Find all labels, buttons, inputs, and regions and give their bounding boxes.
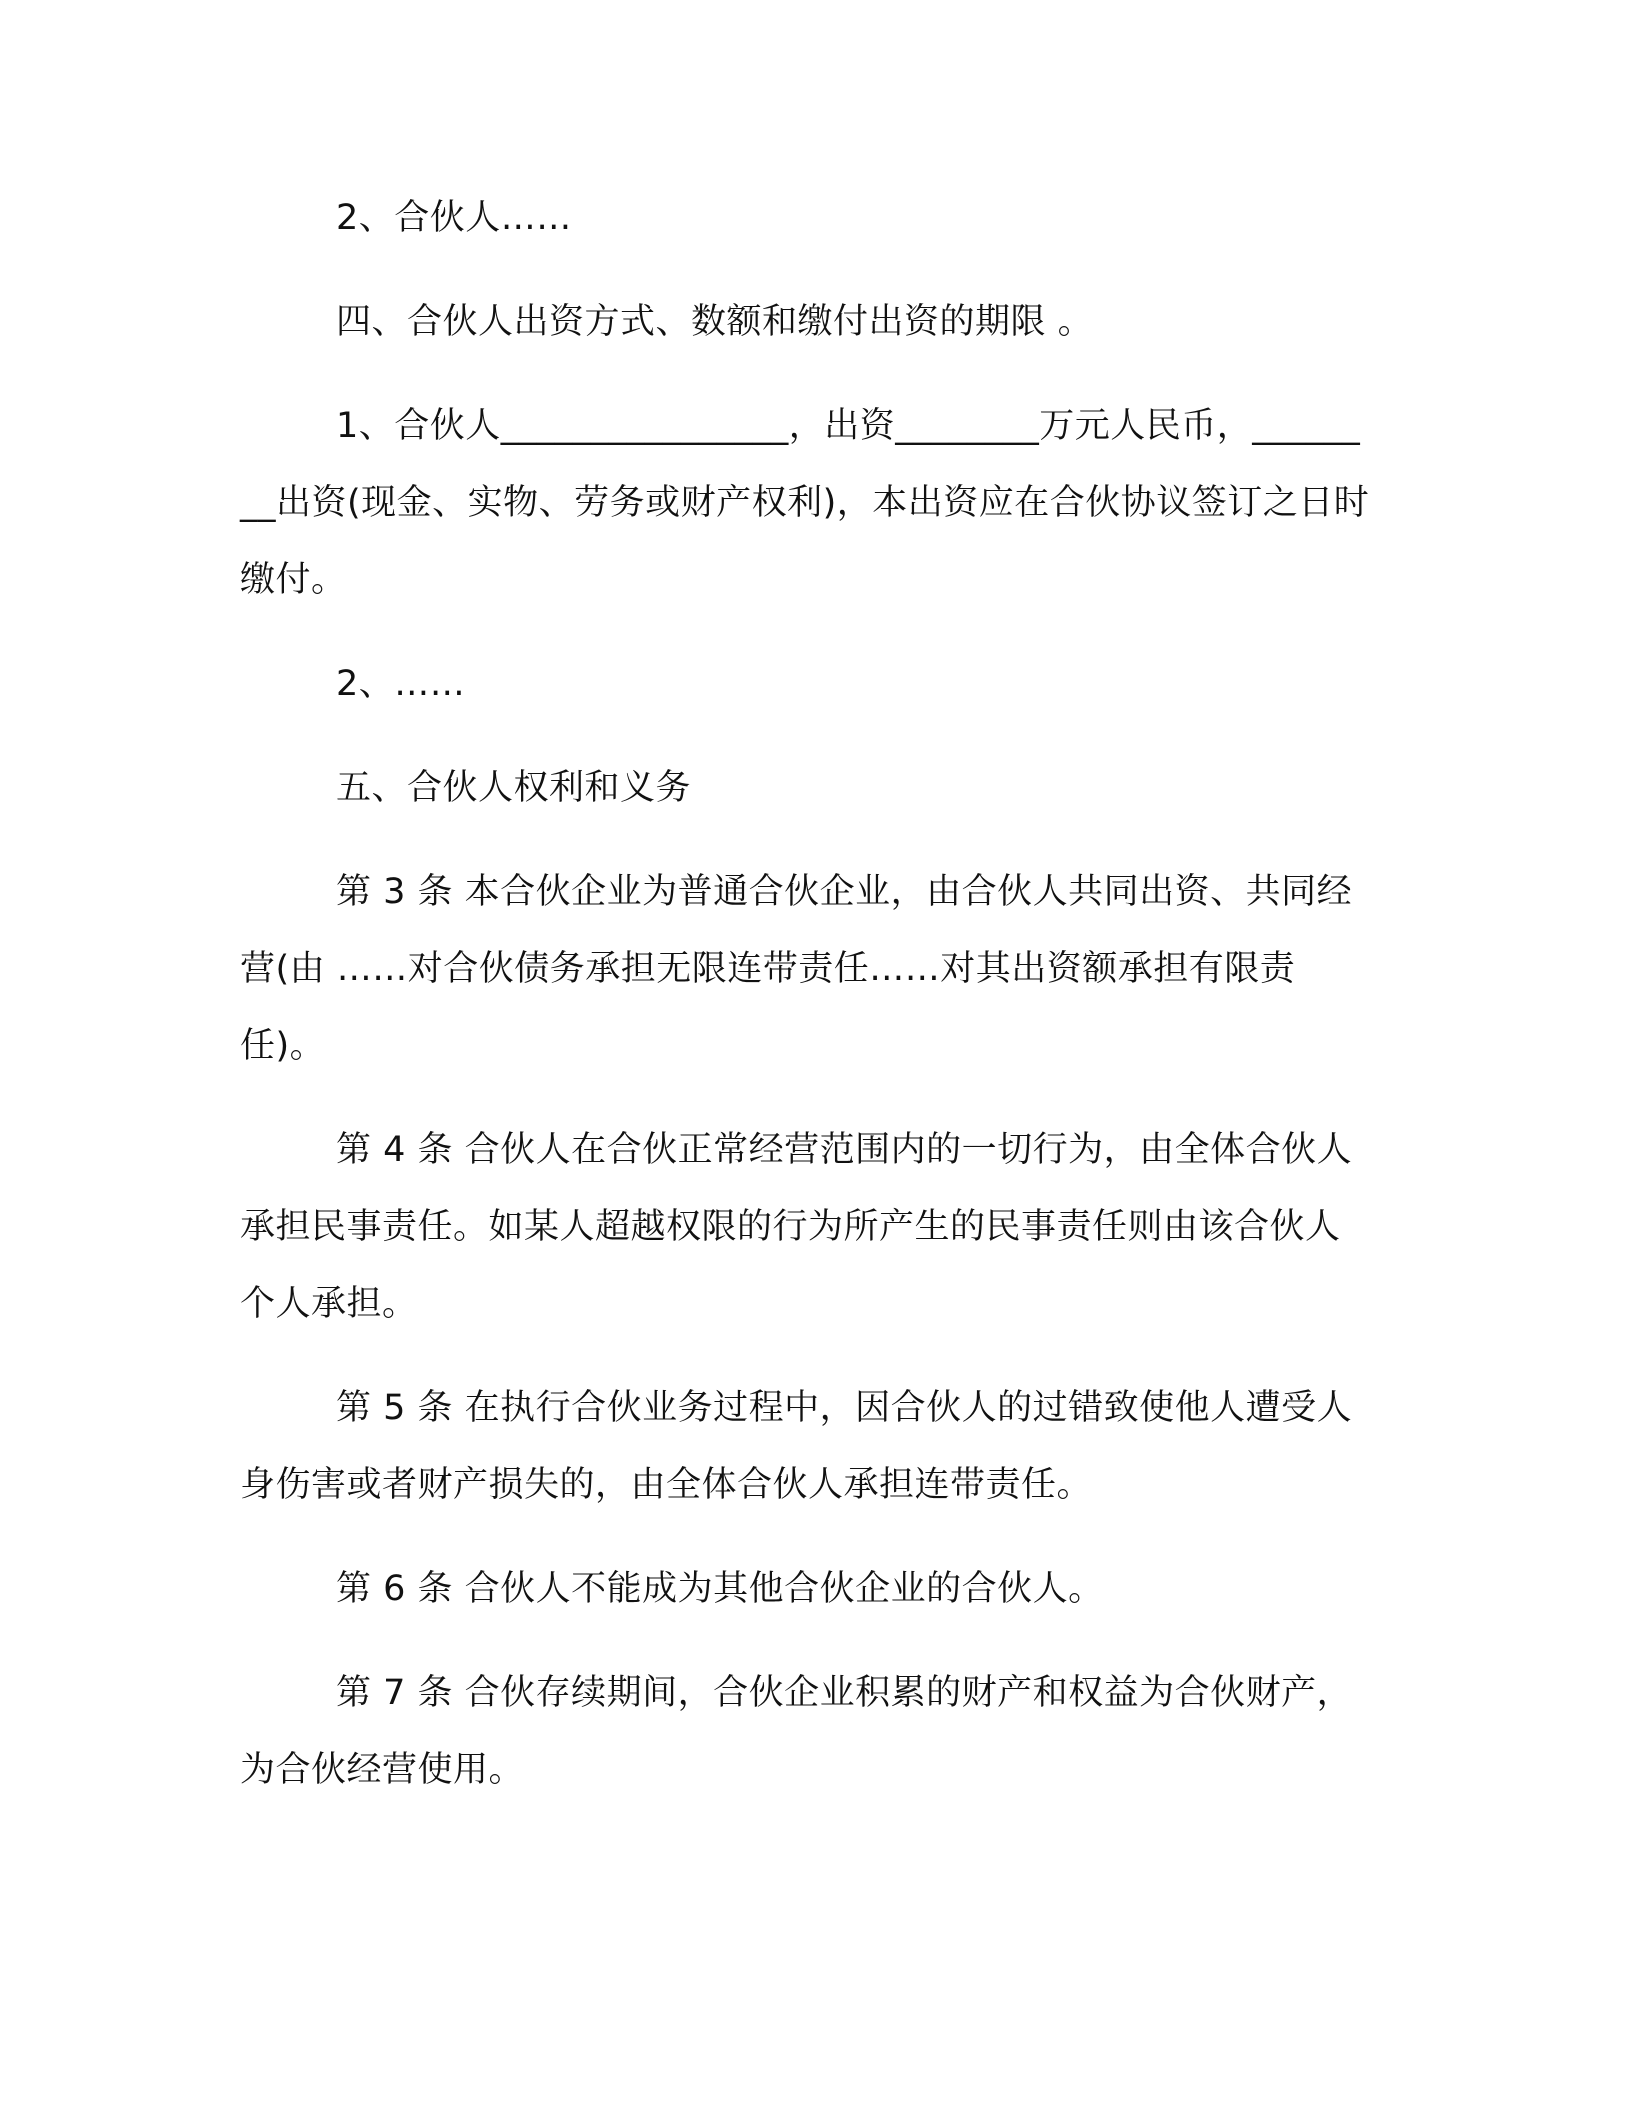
heading-contribution: 四、合伙人出资方式、数额和缴付出资的期限 。 xyxy=(336,302,1094,342)
article-7: 第 7 条 合伙存续期间，合伙企业积累的财产和权益为合伙财产，为合伙经营使用。 xyxy=(240,1673,1353,1790)
heading-rights-duties: 五、合伙人权利和义务 xyxy=(336,768,692,808)
article-3: 第 3 条 本合伙企业为普通合伙企业，由合伙人共同出资、共同经营(由 ……对合伙债务承担无限连带责任……对其出资额承担有限责任)。 xyxy=(240,872,1353,1066)
paragraph-contribution-1: 1、合伙人________________，出资________万元人民币，________出资(现金、实物、劳务或财产权利)，本出资应在合伙协议签订之日时缴付。 xyxy=(240,406,1370,600)
paragraph-partner-2: 2、合伙人…… xyxy=(336,198,572,238)
article-5: 第 5 条 在执行合伙业务过程中，因合伙人的过错致使他人遭受人身伤害或者财产损失的，由全体合伙人承担连带责任。 xyxy=(240,1388,1353,1505)
document-body xyxy=(240,180,1375,1836)
paragraph-contribution-2: 2、…… xyxy=(336,664,466,704)
article-4: 第 4 条 合伙人在合伙正常经营范围内的一切行为，由全体合伙人承担民事责任。如某人超越权限的行为所产生的民事责任则由该合伙人个人承担。 xyxy=(240,1130,1353,1324)
article-6: 第 6 条 合伙人不能成为其他合伙企业的合伙人。 xyxy=(336,1569,1104,1609)
